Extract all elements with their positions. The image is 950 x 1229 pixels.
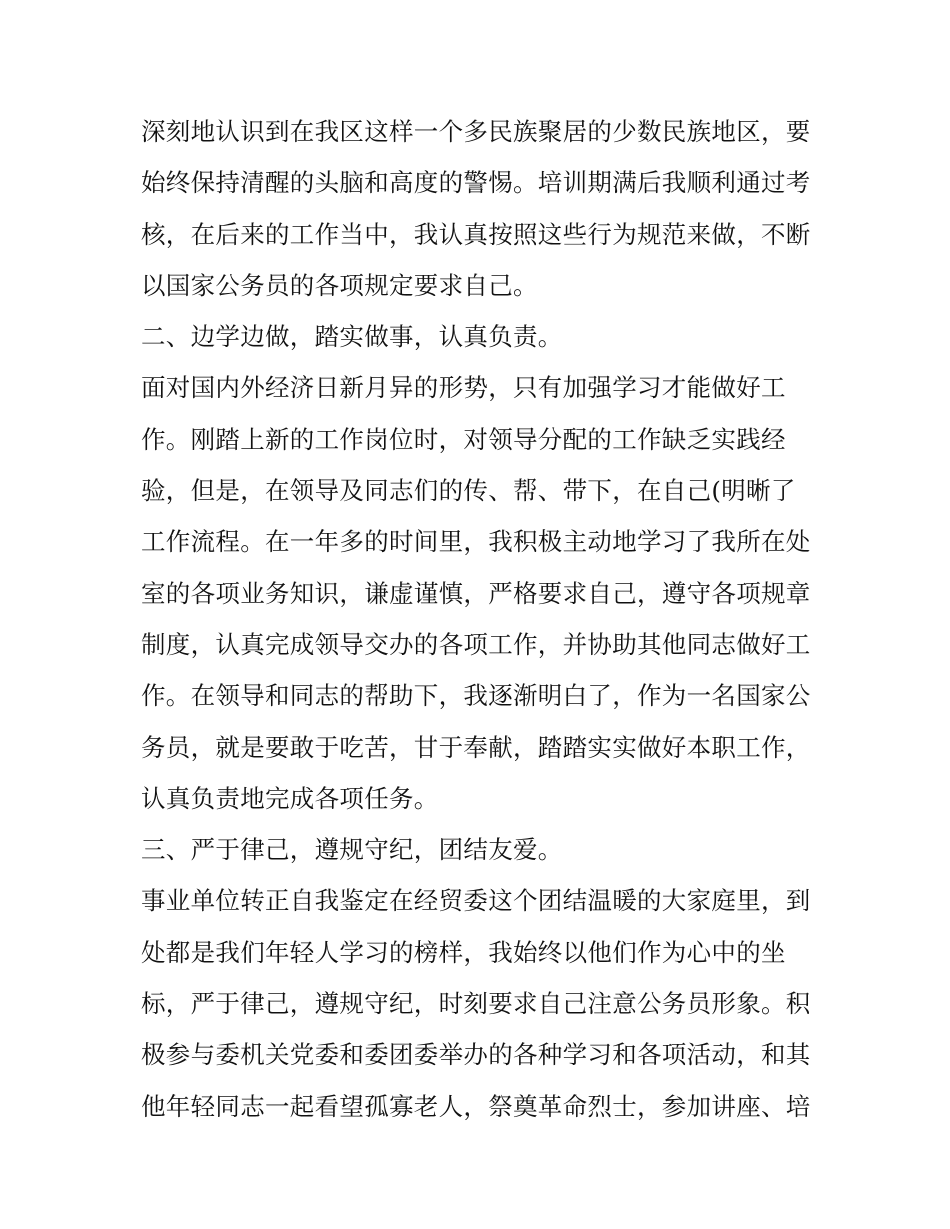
text-line: 深刻地认识到在我区这样一个多民族聚居的少数民族地区，要 <box>141 117 811 146</box>
text-line: 他年轻同志一起看望孤寡老人，祭奠革命烈士，参加讲座、培 <box>141 1091 811 1121</box>
text-line: 以国家公务员的各项规定要求自己。 <box>141 270 538 300</box>
text-line: 事业单位转正自我鉴定在经贸委这个团结温暖的大家庭里，到 <box>141 886 811 916</box>
text-line: 务员，就是要敢于吃苦，甘于奉献，踏踏实实做好本职工作， <box>141 732 811 762</box>
text-line: 始终保持清醒的头脑和高度的警惕。培训期满后我顺利通过考 <box>141 168 811 198</box>
text-line: 制度，认真完成领导交办的各项工作，并协助其他同志做好工 <box>141 629 811 659</box>
text-line: 作。刚踏上新的工作岗位时，对领导分配的工作缺乏实践经 <box>141 424 786 454</box>
text-line: 认真负责地完成各项任务。 <box>141 783 439 813</box>
text-line: 处都是我们年轻人学习的榜样，我始终以他们作为心中的坐 <box>141 937 786 967</box>
text-line: 作。在领导和同志的帮助下，我逐渐明白了，作为一名国家公 <box>141 681 811 711</box>
text-line: 验，但是，在领导及同志们的传、帮、带下，在自己(明晰了 <box>141 476 796 506</box>
text-line: 核，在后来的工作当中，我认真按照这些行为规范来做，不断 <box>141 219 811 249</box>
section-heading: 三、严于律己，遵规守纪，团结友爱。 <box>141 835 563 865</box>
text-line: 标，严于律己，遵规守纪，时刻要求自己注意公务员形象。积 <box>141 989 811 1019</box>
text-line: 工作流程。在一年多的时间里，我积极主动地学习了我所在处 <box>141 527 811 557</box>
text-line: 极参与委机关党委和委团委举办的各种学习和各项活动，和其 <box>141 1040 811 1070</box>
section-heading: 二、边学边做，踏实做事，认真负责。 <box>141 322 563 352</box>
text-line: 室的各项业务知识，谦虚谨慎，严格要求自己，遵守各项规章 <box>141 578 811 608</box>
document-body <box>141 106 821 1132</box>
text-line: 面对国内外经济日新月异的形势，只有加强学习才能做好工 <box>141 373 786 403</box>
